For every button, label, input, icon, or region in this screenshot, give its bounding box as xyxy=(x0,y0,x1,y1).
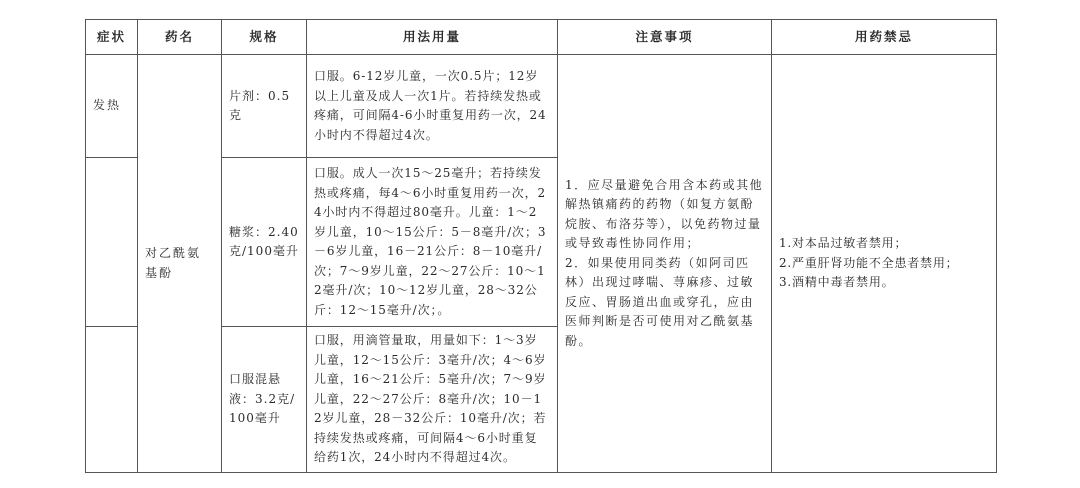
header-contraindications: 用药禁忌 xyxy=(772,20,997,55)
contraindication-item: 3.酒精中毒者禁用。 xyxy=(779,275,895,290)
spec-cell: 片剂：0.5克 xyxy=(222,55,307,158)
table-row xyxy=(86,55,997,158)
spec-cell: 糖浆：2.40克/100毫升 xyxy=(222,158,307,327)
precautions-cell xyxy=(558,55,772,473)
contraindication-item: 2.严重肝肾功能不全患者禁用； xyxy=(779,255,959,270)
usage-cell: 口服。成人一次15～25毫升；若持续发热或疼痛，每4～6小时重复用药一次，24小时内不得超过80毫升。儿童：1～2岁儿童，10～15公斤：5－8毫升/次；3－6岁儿童，16－21公斤：8－10毫升/次；7～9岁儿童，22～27公斤：10～12毫升/次；10～12岁儿童，28～32公斤：12～15毫升/次；。 xyxy=(307,158,558,327)
contraindication-item: 1.对本品过敏者禁用； xyxy=(779,236,908,251)
usage-cell: 口服。6-12岁儿童，一次0.5片；12岁以上儿童及成人一次1片。若持续发热或疼痛，可间隔4-6小时重复用药一次，24小时内不得超过4次。 xyxy=(307,55,558,158)
symptom-cell-empty xyxy=(86,158,138,327)
precaution-item: 1．应尽量避免合用含本药或其他解热镇痛药的药物（如复方氨酚烷胺、布洛芬等），以免药物过量或导致毒性协同作用； xyxy=(565,177,764,251)
precaution-item: 2．如果使用同类药（如阿司匹林）出现过哮喘、荨麻疹、过敏反应、胃肠道出血或穿孔，应由医师判断是否可使用对乙酰氨基酚。 xyxy=(565,255,755,348)
drug-info-table xyxy=(85,19,997,473)
header-drug-name: 药名 xyxy=(138,20,222,55)
symptom-cell-empty xyxy=(86,327,138,473)
usage-cell: 口服，用滴管量取，用量如下：1～3岁儿童，12～15公斤：3毫升/次；4～6岁儿童，16～21公斤：5毫升/次；7～9岁儿童，22～27公斤：8毫升/次；10－12岁儿童，28－32公斤：10毫升/次；若持续发热或疼痛，可间隔4～6小时重复给药1次，24小时内不得超过4次。 xyxy=(307,327,558,473)
header-precautions: 注意事项 xyxy=(558,20,772,55)
header-symptom: 症状 xyxy=(86,20,138,55)
symptom-cell: 发热 xyxy=(86,55,138,158)
header-row xyxy=(86,20,997,55)
spec-cell: 口服混悬液：3.2克/100毫升 xyxy=(222,327,307,473)
contraindications-cell xyxy=(772,55,997,473)
header-usage: 用法用量 xyxy=(307,20,558,55)
header-spec: 规格 xyxy=(222,20,307,55)
drug-name-cell: 对乙酰氨基酚 xyxy=(138,55,222,473)
